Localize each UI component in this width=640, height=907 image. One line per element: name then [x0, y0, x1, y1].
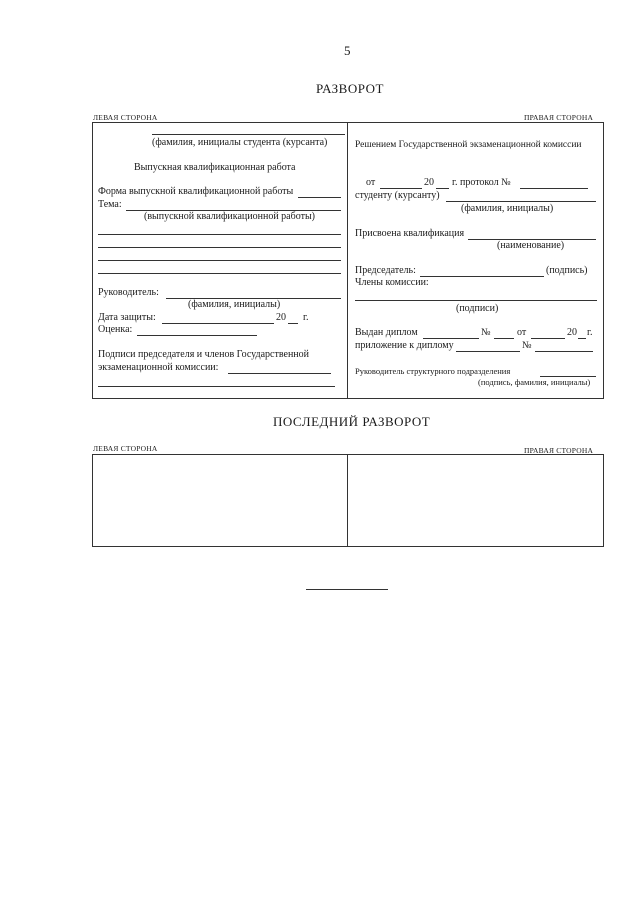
defense-label: Дата защиты: — [98, 312, 156, 323]
diploma-year-line — [578, 338, 586, 339]
form-label: Форма выпускной квалификационной работы — [98, 186, 294, 197]
chairman-line — [420, 276, 544, 277]
defense-year-suffix: г. — [303, 312, 309, 323]
diploma-label: Выдан диплом — [355, 327, 418, 338]
attachment-label: приложение к диплому — [355, 340, 454, 351]
name-caption: (фамилия, инициалы) — [461, 203, 554, 214]
protocol-line — [520, 188, 588, 189]
theme-extra-line-1 — [98, 234, 341, 235]
theme-extra-line-3 — [98, 260, 341, 261]
signature-caption: (подпись) — [546, 265, 588, 276]
spread-title: РАЗВОРОТ — [316, 81, 384, 96]
grade-label: Оценка: — [98, 324, 133, 335]
defense-date-line — [162, 323, 274, 324]
diploma-date-line — [531, 338, 565, 339]
diploma-year-prefix: 20 — [567, 327, 577, 338]
qualification-label: Присвоена квалификация — [355, 228, 465, 239]
last-spread-title: ПОСЛЕДНИЙ РАЗВОРОТ — [273, 414, 431, 429]
decision-text: Решением Государственной экзаменационной комиссии — [355, 140, 582, 150]
signatures-caption: (подписи) — [456, 303, 499, 314]
last-spread-divider — [347, 454, 348, 546]
signatures-line — [228, 373, 331, 374]
grade-line — [137, 335, 257, 336]
from-year-line — [436, 188, 449, 189]
supervisor-caption: (фамилия, инициалы) — [188, 299, 281, 310]
diploma-series-line — [423, 338, 479, 339]
supervisor-label: Руководитель: — [98, 287, 159, 298]
spread-right-label: ПРАВАЯ СТОРОНА — [524, 113, 594, 122]
head-caption: (подпись, фамилия, инициалы) — [478, 377, 591, 387]
head-label: Руководитель структурного подразделения — [355, 366, 511, 376]
qualification-caption: (наименование) — [497, 240, 565, 251]
spread-left-label: ЛЕВАЯ СТОРОНА — [93, 113, 158, 122]
diploma-number-sign: № — [481, 327, 491, 338]
defense-year-line — [288, 323, 298, 324]
members-line — [355, 300, 597, 301]
attachment-series-line — [456, 351, 520, 352]
from-label: от — [366, 177, 376, 188]
last-spread-left-label: ЛЕВАЯ СТОРОНА — [93, 444, 158, 453]
student-line — [446, 201, 596, 202]
defense-year-prefix: 20 — [276, 312, 286, 323]
protocol-label: г. протокол № — [452, 177, 511, 188]
chairman-label: Председатель: — [355, 265, 416, 276]
theme-label: Тема: — [98, 199, 122, 210]
form-line — [298, 197, 341, 198]
diploma-year-suffix: г. — [587, 327, 593, 338]
from-date-line — [380, 188, 422, 189]
theme-extra-line-4 — [98, 273, 341, 274]
from-year-prefix: 20 — [424, 177, 434, 188]
spread-divider — [347, 122, 348, 398]
student-caption: (фамилия, инициалы студента (курсанта) — [152, 137, 328, 148]
theme-caption: (выпускной квалификационной работы) — [144, 211, 315, 222]
signatures-line-1: Подписи председателя и членов Государственной — [98, 349, 309, 360]
student-label: студенту (курсанту) — [355, 190, 440, 201]
page-number: 5 — [344, 43, 351, 58]
signatures-extra-line — [98, 386, 335, 387]
last-spread-right-label: ПРАВАЯ СТОРОНА — [524, 446, 594, 455]
work-title: Выпускная квалификационная работа — [134, 162, 296, 173]
members-label: Члены комиссии: — [355, 277, 429, 288]
diploma-number-line — [494, 338, 514, 339]
last-spread-box — [92, 454, 604, 547]
diploma-from-label: от — [517, 327, 527, 338]
attachment-number-sign: № — [522, 340, 532, 351]
theme-extra-line-2 — [98, 247, 341, 248]
student-name-line — [152, 134, 345, 135]
attachment-number-line — [535, 351, 593, 352]
signatures-line-2: экзаменационной комиссии: — [98, 362, 219, 373]
bottom-separator — [306, 589, 388, 590]
